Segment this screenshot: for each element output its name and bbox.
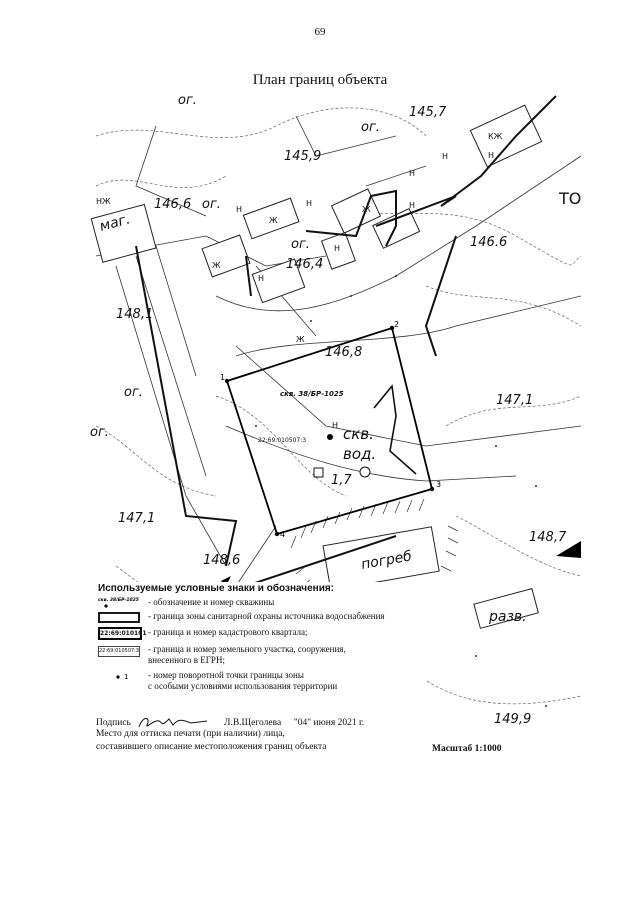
elevation: 147,1 — [496, 393, 534, 408]
legend-item-text: - граница и номер кадастрового квартала; — [148, 627, 308, 637]
cellar-label: погреб — [359, 548, 414, 573]
house-label: Н — [236, 205, 243, 214]
elevation: 146,8 — [325, 345, 363, 360]
legend-item-text: - граница и номер земельного участка, сооружения, внесенного в ЕГРН; — [148, 644, 346, 665]
turning-point-2: 2 — [394, 320, 400, 329]
house-label: Ж — [212, 261, 221, 270]
seal-place-text: Место для оттиска печати (при наличии) лица, — [96, 729, 285, 739]
legend-item-text: - обозначение и номер скважины — [148, 597, 275, 607]
legend-item-sanitary-zone — [96, 611, 426, 625]
land-label: маг. — [97, 211, 132, 235]
turning-point-legend-symbol — [98, 670, 140, 682]
place-text-2: вод. — [343, 445, 377, 463]
sanitary-zone-legend-symbol — [98, 611, 140, 623]
signature-prefix: Подпись — [96, 718, 131, 729]
legend-title: Используемые условные знаки и обозначения: — [98, 583, 335, 594]
elevation: 149,9 — [494, 712, 532, 727]
house-label: Ж — [269, 216, 278, 225]
cadastral-parcel-label: 22:69:010507:3 — [258, 437, 307, 444]
well-symbol — [360, 467, 370, 477]
elevation: 147,1 — [118, 511, 156, 526]
borehole-legend-symbol — [98, 595, 140, 607]
elevation: 1,7 — [331, 473, 352, 488]
elevation: 146.6 — [470, 235, 508, 250]
legend-item-land-parcel — [96, 644, 426, 668]
page-number: 69 — [314, 26, 326, 38]
parcel-lines — [96, 116, 581, 616]
legend-item-text: - номер поворотной точки границы зоны с особыми условиями использования территории — [148, 670, 338, 691]
land-label: ог. — [124, 385, 143, 400]
elevation: 148,6 — [203, 553, 241, 568]
house-label: Н — [409, 169, 416, 178]
elevation: 145,9 — [284, 149, 322, 164]
house-label: Ж — [296, 335, 305, 344]
signature-name: Л.В.Щеголева — [224, 718, 282, 729]
land-label: ог. — [361, 120, 380, 135]
borehole-symbol — [327, 434, 333, 440]
elevation: 146,6 — [154, 197, 192, 212]
legend-item-text: - граница зоны санитарной охраны источника водоснабжения — [148, 611, 385, 621]
place-text-1: скв. — [343, 425, 374, 443]
borehole-label: скв. 38/БР-1025 — [280, 390, 344, 398]
elevation: 145,7 — [409, 105, 447, 120]
legend-symbol-text: скв. 38/БР-1025 — [98, 598, 139, 603]
land-parcel-legend-symbol: 22:69:010507:3 — [98, 646, 140, 657]
map-scale: Масштаб 1:1000 — [432, 744, 502, 754]
partial-text: ТО — [559, 189, 582, 208]
land-label: ог. — [90, 425, 109, 440]
house-label: Н — [409, 201, 416, 210]
turning-point-3: 3 — [436, 480, 442, 489]
land-label: ог. — [202, 197, 221, 212]
signature-date: "04" июня 2021 г. — [293, 718, 365, 729]
turning-point-1: 1 — [220, 373, 226, 382]
legend-item-cadastral-quarter — [96, 627, 426, 641]
turning-point-4: 4 — [280, 530, 286, 539]
land-label: ог. — [291, 237, 310, 252]
road-label: разв. — [489, 609, 527, 625]
house-label: Н — [334, 244, 341, 253]
house-label: Н — [332, 421, 339, 430]
house-label: Н — [488, 151, 495, 160]
legend-item-turning-point — [96, 670, 426, 694]
house-label: Ж — [362, 205, 371, 214]
house-label: Н — [306, 199, 313, 208]
house-label: НЖ — [96, 197, 111, 206]
small-structure — [314, 468, 323, 477]
house-label: КЖ — [488, 132, 503, 141]
cadastral-quarter-legend-symbol: 22:69:010101 — [98, 627, 142, 640]
legend — [96, 582, 426, 700]
land-label: ог. — [178, 93, 197, 108]
elevation: 146,4 — [286, 257, 324, 272]
legend-item-borehole — [96, 597, 426, 611]
elevation: 148,7 — [529, 530, 567, 545]
house-label: Н — [258, 274, 265, 283]
legend-symbol-text: 1 — [124, 673, 129, 681]
house-label: Н — [442, 152, 449, 161]
page-title: План границ объекта — [252, 72, 388, 88]
elevation: 148,1 — [116, 307, 154, 322]
author-text: составившего описание местоположения границ объекта — [96, 742, 327, 752]
